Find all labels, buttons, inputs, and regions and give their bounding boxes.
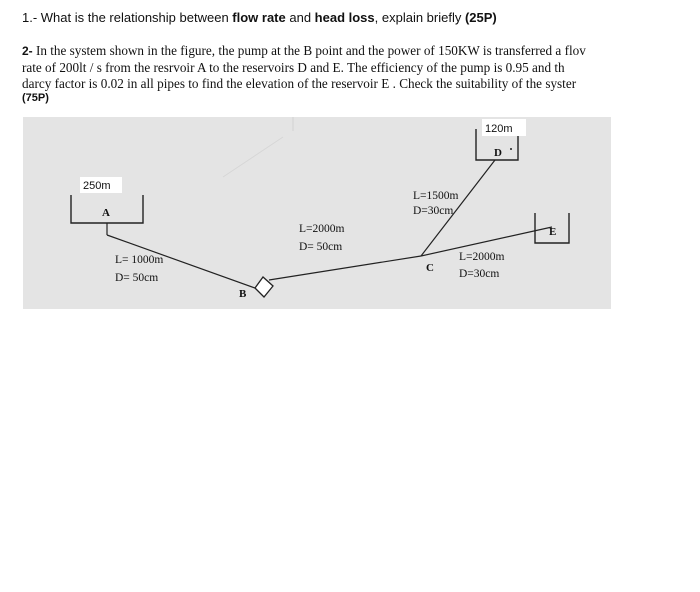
question-2-points: (75P) <box>22 91 49 104</box>
question-1-text-after: , explain briefly <box>374 10 465 25</box>
question-1-bold-flow-rate: flow rate <box>232 10 286 25</box>
question-2-line-1 <box>22 43 700 60</box>
question-2-line-2: rate of 200lt / s from the resrvoir A to the reservoirs D and E. The efficiency of the pump is 0.95 and th <box>22 59 565 75</box>
question-1 <box>22 10 692 25</box>
question-1-points: (25P) <box>464 10 497 25</box>
pipe-ab-length: L= 1000m <box>115 254 164 266</box>
reservoir-a-elevation: 250m <box>83 180 111 192</box>
question-2-line-1-text: In the system shown in the figure, the pump at the B point and the power of 150KW is transferred a flov <box>32 43 586 58</box>
question-1-text-mid: and <box>285 10 315 25</box>
reservoir-e-label: E <box>549 226 557 238</box>
junction-label: C <box>426 262 434 274</box>
question-1-bold-head-loss: head loss <box>314 10 375 25</box>
bg-artifact <box>223 137 283 177</box>
pipe-bc <box>269 256 421 280</box>
question-2-line-3: darcy factor is 0.02 in all pipes to find the elevation of the reservoir E . Check the suitability of the syster <box>22 76 577 91</box>
pipe-cd-length: L=1500m <box>413 190 459 202</box>
pipe-system-diagram <box>23 117 611 309</box>
question-1-number: 1.- <box>22 10 38 25</box>
pipe-cd-diameter: D=30cm <box>413 205 454 217</box>
reservoir-d-elevation: 120m <box>485 123 513 135</box>
question-1-text-before: What is the relationship between <box>37 10 233 25</box>
reservoir-d-label: D <box>494 147 502 159</box>
pipe-ce-length: L=2000m <box>459 251 505 263</box>
question-2 <box>22 43 700 104</box>
pipe-ab-diameter: D= 50cm <box>115 272 159 284</box>
pipe-bc-length: L=2000m <box>299 223 345 235</box>
pump-label: B <box>239 288 247 300</box>
pipe-bc-diameter: D= 50cm <box>299 241 343 253</box>
reservoir-d-dot <box>510 148 512 150</box>
pipe-system-figure <box>23 117 611 309</box>
pipe-ce-diameter: D=30cm <box>459 268 500 280</box>
reservoir-a-label: A <box>102 207 110 219</box>
question-2-number: 2- <box>22 44 33 58</box>
